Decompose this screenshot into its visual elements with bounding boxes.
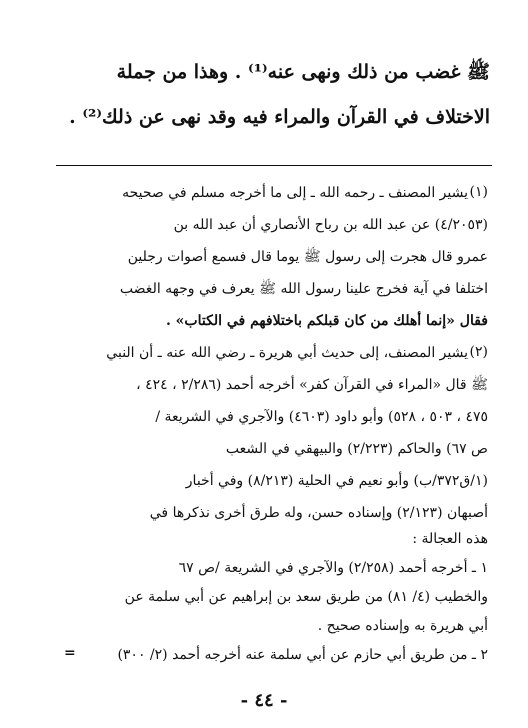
footnote-2-number: (٢) [469, 344, 488, 360]
footnote-1-line-5: فقال «إنما أهلك من كان قبلكم باختلافهم في الكتاب» . [165, 313, 488, 329]
footnote-divider [56, 165, 492, 166]
footnote-2-line-1: يشير المصنف، إلى حديث أبي هريرة ـ رضي الله عنه ـ أن النبي [106, 345, 468, 361]
footnote-1-line-3: عمرو قال هجرت إلى رسول ﷺ يوما قال فسمع أصوات رجلين [127, 249, 488, 265]
footnote-1-line-4: اختلفا في آية فخرج علينا رسول الله ﷺ يعرف في وجهه الغضب [119, 281, 488, 297]
page-number: - ٤٤ - [240, 690, 288, 711]
footnote-1-number: (١) [469, 184, 488, 200]
sub-item-1-line-2: والخطيب (٤/ ٨١) من طريق سعد بن إبراهيم عن أبي سلمة عن [124, 589, 488, 605]
footnote-2-line-4: ص ٦٧) والحاكم (٢/٢٢٣) والبيهقي في الشعب [225, 441, 488, 457]
sub-item-2-line-1: ٢ ـ من طريق أبي حازم عن أبي سلمة عنه أخرجه أحمد (٢/ ٣٠٠) [117, 647, 488, 663]
footnote-2-line-5: (١/ق٣٧٢/ب) وأبو نعيم في الحلية (٨/٢١٣) وفي أخبار [185, 473, 488, 489]
footnote-2-line-6: أصبهان (٢/١٢٣) وإسناده حسن، وله طرق أخرى نذكرها في [149, 505, 488, 521]
footnote-2-line-2: ﷺ قال «المراء في القرآن كفر» أخرجه أحمد (٢/٢٨٦ ، ٤٢٤ ، [136, 377, 488, 393]
main-text-line-1: ﷺ غضب من ذلك ونهى عنه⁽¹⁾ . وهذا من جملة [116, 61, 490, 83]
sub-item-1-line-1: ١ ـ أخرجه أحمد (٢/٢٥٨) والآجري في الشريعة /ص ٦٧ [178, 560, 488, 576]
footnote-2-line-3: ٤٧٥ ، ٥٠٣ ، ٥٢٨) وأبو داود (٤٦٠٣) والآجري في الشريعة / [155, 409, 488, 425]
footnote-1-line-1: يشير المصنف ـ رحمه الله ـ إلى ما أخرجه مسلم في صحيحه [122, 185, 468, 201]
continuation-mark: = [64, 645, 75, 661]
footnote-2-line-7: هذه العجالة : [412, 531, 488, 547]
main-text-line-2: الاختلاف في القرآن والمراء فيه وقد نهى عن ذلك⁽²⁾ . [69, 106, 490, 128]
sub-item-1-line-3: أبي هريرة به وإسناده صحيح . [317, 618, 488, 634]
footnote-1-line-2: (٤/٢٠٥٣) عن عبد الله بن رباح الأنصاري أن عبد الله بن [173, 217, 488, 233]
